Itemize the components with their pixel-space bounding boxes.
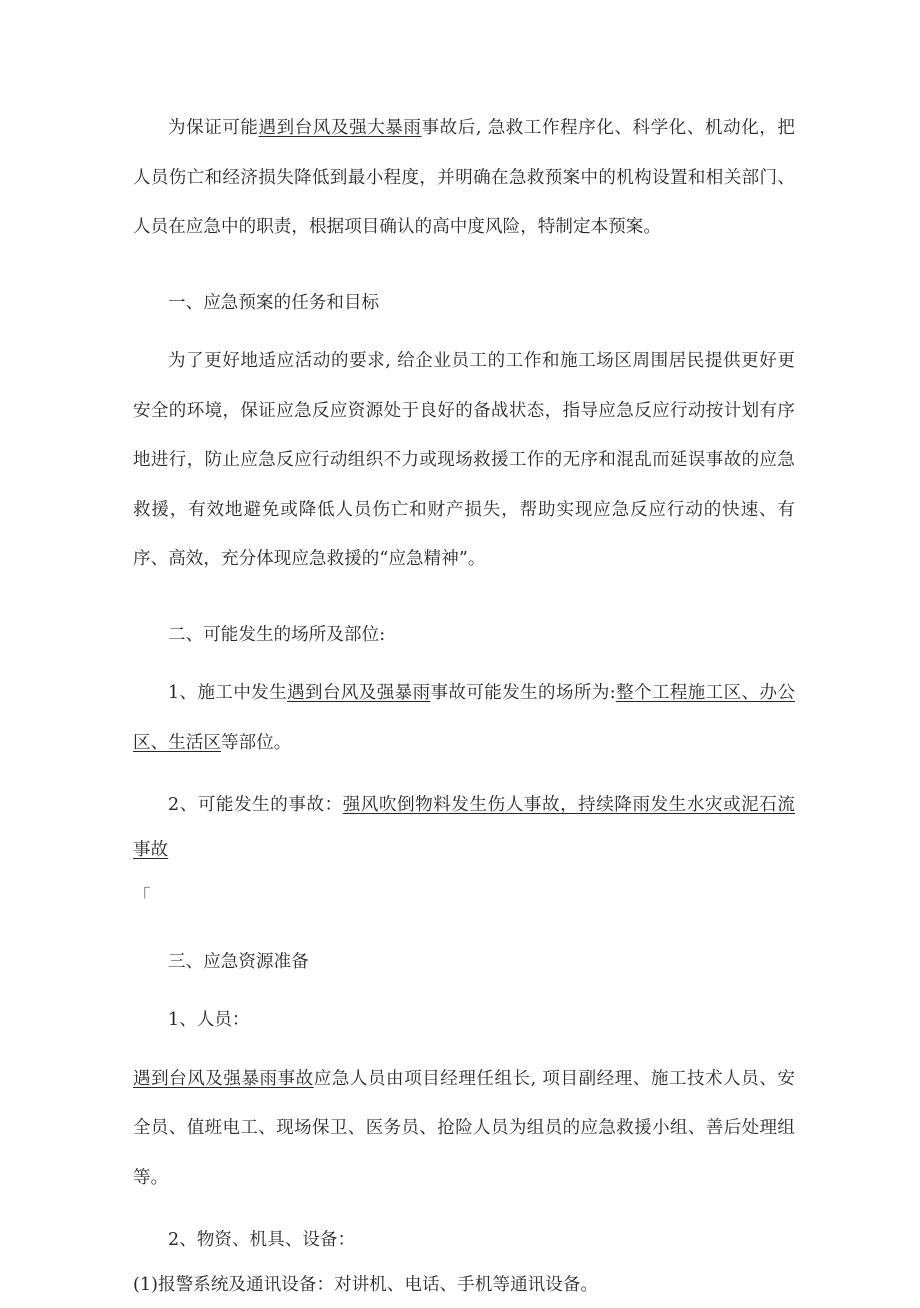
item-2-1-underlined-event: 遇到台风及强暴雨	[287, 683, 431, 703]
item-3-1-label: 1、人员：	[168, 1010, 250, 1030]
spacer-after-item-3-1-label	[133, 1046, 795, 1055]
spacer-after-heading-3	[133, 987, 795, 996]
intro-rest-text: 事故后, 急救工作程序化、科学化、机动化，把人员伤亡和经济损失降低到最小程度，并明确在急救预案中的机构设置和相关部门、人员在应急中的职责，根据项目确认的高中度风险，特制定本预案。	[133, 118, 796, 237]
item-2-1-underlined-locations: 整个工程施工区、办公区、生活区	[133, 683, 796, 753]
document-body	[133, 104, 795, 1308]
item-3-2-label: 2、物资、机具、设备：	[168, 1230, 356, 1250]
heading-section-1: 一、应急预案的任务和目标	[168, 292, 380, 313]
spacer-after-heading-2	[133, 660, 795, 669]
spacer-after-intro	[133, 253, 795, 279]
item-2-2-lead: 2、可能发生的事故：	[168, 795, 343, 815]
spacer-after-section-1	[133, 585, 795, 611]
item-3-1-body	[133, 1055, 795, 1204]
item-3-1-underlined-event: 遇到台风及强暴雨事故	[133, 1068, 314, 1089]
item-2-1	[133, 669, 795, 768]
item-3-1-body-rest: 应急人员由项目经理任组长, 项目副经理、施工技术人员、安全员、值班电工、现场保卫、医务员、抢险人员为组员的应急救援小组、善后处理组等。	[133, 1068, 795, 1188]
stray-bracket-mark: 「	[133, 887, 151, 907]
item-2-1-lead: 1、施工中发生	[168, 683, 288, 703]
section-1-body: 为了更好地适应活动的要求, 给企业员工的工作和施工场区周围居民提供更好更安全的环境，保证应急反应资源处于良好的备战状态，指导应急反应行动按计划有序地进行，防止应急反应行动组织不力或现场救援工作的无序和混乱而延误事故的应急救援，有效地避免或降低人员伤亡和财产损失，帮助实现应急反应行动的快速、有序、高效，充分体现应急救援的“应急精神”。	[133, 351, 795, 569]
intro-lead-text: 为保证可能	[168, 118, 259, 138]
spacer-before-item-2-2	[133, 768, 795, 783]
heading-section-2: 二、可能发生的场所及部位:	[168, 624, 386, 645]
spacer-before-item-3-2	[133, 1203, 795, 1218]
item-2-2	[133, 783, 795, 873]
item-3-2-sub-1: (1)报警系统及通讯设备：对讲机、电话、手机等通讯设备。	[133, 1275, 599, 1295]
item-2-1-tail: 等部位。	[221, 732, 292, 753]
spacer-before-heading-3	[133, 923, 795, 938]
item-2-2-underlined-accidents: 强风吹倒物料发生伤人事故，持续降雨发生水灾或泥石流事故	[133, 795, 796, 860]
item-2-1-middle: 事故可能发生的场所为:	[430, 683, 616, 703]
intro-paragraph	[133, 104, 795, 253]
intro-underlined-phrase: 遇到台风及强大暴雨	[258, 118, 422, 138]
spacer-after-heading-1	[133, 328, 795, 337]
heading-section-3: 三、应急资源准备	[168, 951, 309, 972]
